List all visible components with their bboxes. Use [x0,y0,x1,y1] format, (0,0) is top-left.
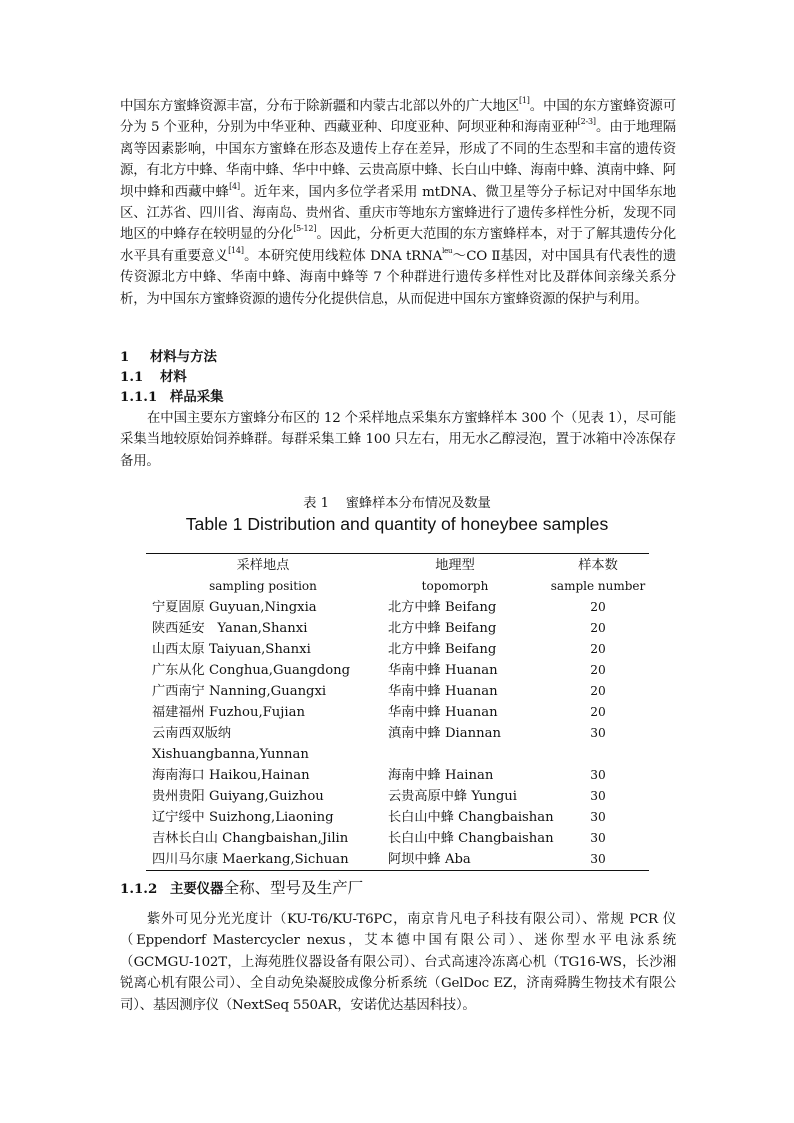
section-number: 1.1.2 [120,881,158,897]
cell-topomorph: 滇南中蜂 Diannan [388,726,501,741]
section-title: 样品采集 [170,389,224,405]
trna-superscript: leu [442,246,453,255]
cell-topomorph: 华南中蜂 Huanan [388,684,498,699]
sampling-paragraph: 在中国主要东方蜜蜂分布区的 12 个采样地点采集东方蜜蜂样本 300 个（见表 1），尽可能采集当地较原始饲养蜂群。每群采集工蜂 100 只左右，用无水乙醇浸泡，置于冰箱中冷冻保存备用。 [120,411,676,469]
cell-topomorph: 长白山中蜂 Changbaishan [388,810,554,825]
intro-text-6: 。本研究使用线粒体 DNA tRNA [243,248,443,264]
cell-topomorph: 华南中蜂 Huanan [388,663,498,678]
header-topomorph: 地理型 [435,558,475,573]
table-row [146,723,649,765]
intro-paragraph [120,96,676,310]
section-heading-1-1-2 [120,878,363,900]
intro-text-3: 。由于地理隔离等因素影响，中国东方蜜蜂在形态及遗传上存在差异，形成了不同的生态型和丰富的遗传资源，有北方中蜂、华南中蜂、华中中蜂、云贵高原中蜂、长白山中蜂、海南中蜂、滇南中蜂、阿坝中蜂和西藏中蜂 [120,120,676,200]
intro-text-2: 。中国的东方蜜蜂资源可分为 5 个亚种，分别为中华亚种、西藏亚种、印度亚种、阿坝亚种和海南亚种 [120,99,676,136]
table-row [146,660,649,681]
section-heading-1-1 [120,367,187,388]
cell-count: 30 [590,852,606,866]
table-header-cn [146,555,649,576]
cell-count: 30 [590,768,606,782]
intro-text-7: ～CO Ⅱ基因，对中国具有代表性的遗传资源北方中蜂、华南中蜂、海南中蜂等 7 个种群进行遗传多样性对比及群体间亲缘关系分析，为中国东方蜜蜂资源的遗传分化提供信息，从而促进中国东方蜜蜂资源的保护与利用。 [120,248,677,307]
table-caption-cn: 表 1 蜜蜂样本分布情况及数量 [303,496,491,511]
section-title-rest: 全称、型号及生产厂 [223,879,364,897]
cell-count: 20 [590,663,606,677]
cell-count: 30 [590,789,606,803]
cell-topomorph: 海南中蜂 Hainan [388,768,494,783]
cell-site: 辽宁绥中 Suizhong,Liaoning [152,810,334,825]
table-bottom-rule [146,870,649,871]
table-row [146,828,649,849]
table-row [146,765,649,786]
header-topomorph-en: topomorph [421,579,489,593]
intro-text-5: 。因此，分析更大范围的东方蜜蜂样本，对于了解其遗传分化水平具有重要意义 [120,227,676,264]
cell-count: 20 [590,621,606,635]
header-count-en: sample number [550,579,646,593]
cell-topomorph: 北方中蜂 Beifang [388,600,497,615]
cell-topomorph: 云贵高原中蜂 Yungui [388,789,518,804]
cell-topomorph: 阿坝中蜂 Aba [388,852,471,867]
citation-5: [14] [228,245,244,255]
cell-site: 宁夏固原 Guyuan,Ningxia [152,600,317,615]
cell-site: 四川马尔康 Maerkang,Sichuan [152,852,349,867]
cell-count: 20 [590,705,606,719]
cell-count: 20 [590,642,606,656]
cell-topomorph: 北方中蜂 Beifang [388,642,497,657]
cell-topomorph: 华南中蜂 Huanan [388,705,498,720]
citation-2: [2-3] [577,117,596,127]
section-heading-1-1-1 [120,387,224,408]
cell-site: 山西太原 Taiyuan,Shanxi [152,642,311,657]
cell-site: 陕西延安 Yanan,Shanxi [152,621,308,636]
table-header-en [146,576,649,597]
table-row [146,639,649,660]
intro-text-4: 。近年来，国内多位学者采用 mtDNA、微卫星等分子标记对中国华东地区、江苏省、四川省、海南岛、贵州省、重庆市等地东方蜜蜂进行了遗传多样性分析，发现不同地区的中蜂存在较明显的分化 [120,184,677,243]
section-title: 材料 [160,369,187,385]
cell-count: 30 [590,831,606,845]
section-title-bold: 主要仪器 [170,881,224,897]
cell-site: 福建福州 Fuzhou,Fujian [152,705,305,720]
table-top-rule [146,553,649,554]
intro-text-1: 中国东方蜜蜂资源丰富，分布于除新疆和内蒙古北部以外的广大地区 [120,99,519,114]
cell-count: 30 [590,810,606,824]
cell-count: 30 [590,726,606,740]
section-number: 1.1 [120,369,144,385]
section-number: 1 [120,349,130,365]
cell-site: 广东从化 Conghua,Guangdong [152,663,351,678]
section-heading-1 [120,347,217,368]
header-site: 采样地点 [236,558,290,573]
cell-count: 20 [590,684,606,698]
cell-site: 贵州贵阳 Guiyang,Guizhou [152,789,324,804]
cell-site-line2: Xishuangbanna,Yunnan [152,747,309,762]
table-row [146,786,649,807]
cell-site: 海南海口 Haikou,Hainan [152,768,310,783]
cell-topomorph: 北方中蜂 Beifang [388,621,497,636]
instruments-paragraph: 紫外可见分光光度计（KU-T6/KU-T6PC，南京肯凡电子科技有限公司）、常规 PCR 仪（Eppendorf Mastercycler nexus，艾本德中国有限公司）、迷你型水平电泳系统（GCMGU-102T，上海苑胜仪器设备有限公司）、台式高速冷冻离心机（TG16-WS，长沙湘锐离心机有限公司）、全自动免染凝胶成像分析系统（GelDoc EZ，济南舜腾生物技术有限公司）、基因测序仪（NextSeq 550AR，安诺优达基因科技）。 [120,912,676,1013]
cell-site: 云南西双版纳 [152,726,232,741]
citation-4: [5-12] [293,224,317,234]
table-row [146,702,649,723]
header-count: 样本数 [578,558,618,573]
citation-1: [1] [518,96,530,105]
cell-count: 20 [590,600,606,614]
cell-site: 广西南宁 Nanning,Guangxi [152,684,327,699]
table-row [146,681,649,702]
table-row [146,849,649,870]
header-site-en: sampling position [209,579,317,593]
table-row [146,807,649,828]
table-caption-en: Table 1 Distribution and quantity of honeybee samples [185,514,609,534]
table-row [146,618,649,639]
section-title: 材料与方法 [150,349,217,365]
cell-site: 吉林长白山 Changbaishan,Jilin [152,831,349,846]
section-number: 1.1.1 [120,389,158,405]
table-row [146,597,649,618]
citation-3: [4] [229,181,240,191]
cell-topomorph: 长白山中蜂 Changbaishan [388,831,554,846]
